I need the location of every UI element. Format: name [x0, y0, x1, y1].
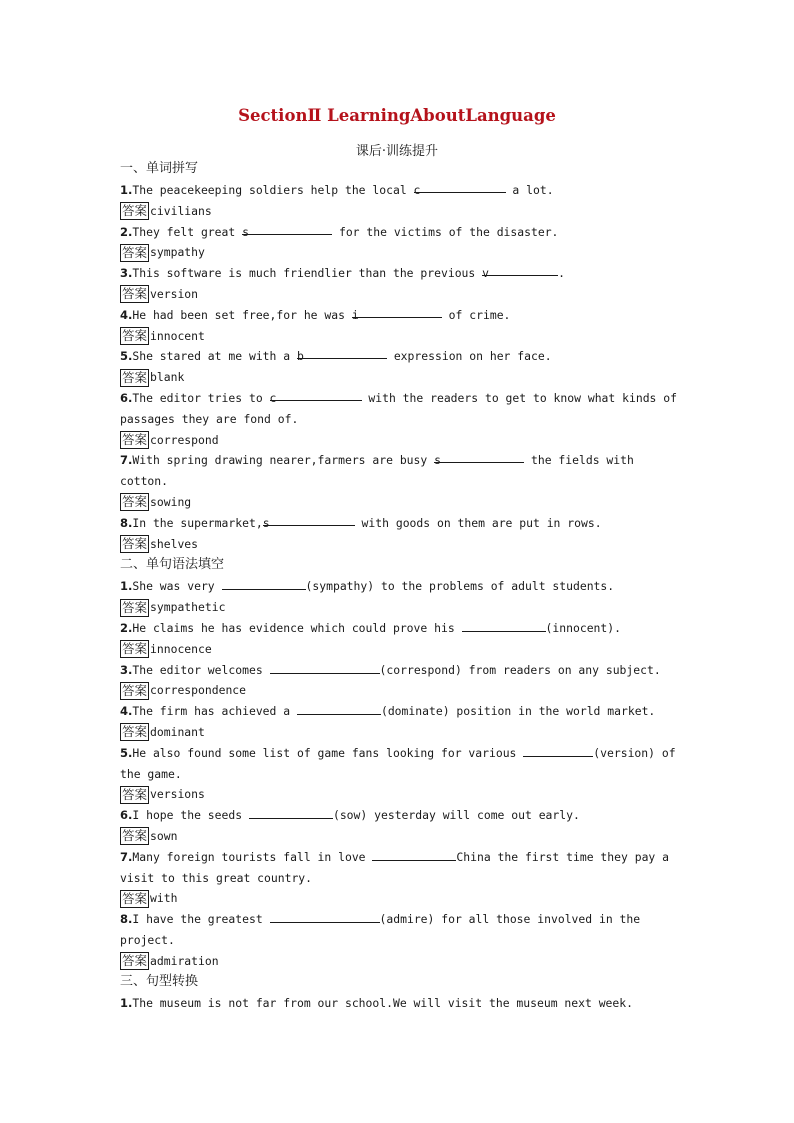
- answer-tag: 答案: [122, 682, 148, 698]
- answer-blank[interactable]: [462, 619, 546, 632]
- question-text-after: (correspond) from readers on any subject.: [379, 662, 661, 677]
- answer-line: [120, 888, 680, 909]
- question-text: He claims he has evidence which could prove his: [132, 620, 462, 635]
- answer-blank[interactable]: [270, 661, 380, 674]
- question-item: [120, 346, 680, 367]
- question-text-after: (sympathy) to the problems of adult students.: [305, 579, 615, 594]
- section-heading: 三、句型转换: [120, 974, 199, 990]
- question-text-after: (sow) yesterday will come out early.: [332, 808, 580, 823]
- question-item: [120, 618, 680, 639]
- question-text-after: .: [558, 266, 565, 281]
- answer-blank[interactable]: [523, 744, 593, 757]
- question-number: 7.: [120, 453, 133, 468]
- question-number: 6.: [120, 390, 133, 405]
- question-number: 1.: [120, 183, 133, 197]
- question-text-after: (admire) for all those involved in the project.: [120, 912, 641, 947]
- letter-hint: s: [242, 224, 249, 239]
- question-item: [120, 180, 680, 201]
- question-text: The editor tries to: [132, 390, 270, 405]
- answer-blank[interactable]: [222, 577, 306, 590]
- section-heading: 一、单词拼写: [120, 161, 199, 176]
- answer-blank[interactable]: [482, 263, 558, 281]
- answer-tag: 答案: [122, 953, 148, 969]
- question-item: [120, 743, 680, 785]
- question-text-after: (dominate) position in the world market.: [380, 704, 656, 719]
- question-text-after: with the readers to get to know what kinds of passages they are fond of.: [120, 390, 677, 426]
- section-heading: 二、单句语法填空: [120, 557, 225, 573]
- question-number: 2.: [120, 620, 133, 635]
- question-text: I have the greatest: [132, 912, 270, 927]
- question-item: [120, 909, 680, 951]
- answer-value: dominant: [150, 724, 205, 739]
- answer-line: [120, 284, 680, 305]
- answer-blank[interactable]: [242, 222, 332, 239]
- answer-value: sympathetic: [150, 600, 226, 615]
- question-text-after: China the first time they pay a visit to this great country.: [120, 849, 669, 885]
- answer-tag: 答案: [122, 890, 148, 906]
- answer-line: [120, 326, 680, 347]
- answer-line: [120, 534, 680, 555]
- letter-hint: c: [413, 183, 421, 197]
- answer-value: civilians: [150, 203, 212, 218]
- question-item: [120, 450, 680, 492]
- question-text: They felt great: [132, 224, 243, 239]
- answer-line: [120, 597, 680, 618]
- question-text-after: a lot.: [505, 183, 554, 197]
- question-text: The firm has achieved a: [132, 704, 297, 719]
- question-item: [120, 993, 680, 1014]
- answer-value: correspond: [150, 432, 219, 447]
- question-item: [120, 805, 680, 826]
- question-text: The peacekeeping soldiers help the local: [132, 183, 414, 197]
- page-title: SectionⅡ LearningAboutLanguage: [238, 106, 556, 125]
- answer-value: shelves: [150, 536, 199, 551]
- answer-line: [120, 492, 680, 513]
- question-text-after: expression on her face.: [386, 349, 552, 364]
- question-text: The editor welcomes: [132, 662, 270, 677]
- question-number: 7.: [120, 849, 133, 864]
- answer-value: sowing: [150, 494, 192, 509]
- answer-tag: 答案: [122, 286, 148, 302]
- letter-hint: s: [434, 453, 441, 468]
- answer-blank[interactable]: [270, 910, 380, 923]
- question-number: 6.: [120, 808, 133, 823]
- question-number: 1.: [120, 579, 133, 594]
- answer-tag: 答案: [122, 494, 148, 510]
- question-number: 8.: [120, 912, 133, 927]
- question-text: She was very: [132, 579, 222, 594]
- answer-value: correspondence: [150, 683, 247, 698]
- answer-blank[interactable]: [297, 702, 381, 715]
- answer-value: with: [150, 891, 178, 906]
- exercise-content: [120, 158, 680, 1014]
- question-text: The museum is not far from our school.We will visit the museum next week.: [132, 996, 633, 1011]
- answer-blank[interactable]: [296, 346, 387, 364]
- question-number: 5.: [120, 745, 133, 760]
- answer-tag: 答案: [122, 203, 148, 219]
- answer-tag: 答案: [122, 244, 148, 260]
- answer-line: [120, 367, 680, 388]
- question-item: [120, 222, 680, 243]
- question-item: [120, 660, 680, 681]
- question-item: [120, 305, 680, 326]
- answer-tag: 答案: [122, 599, 148, 615]
- question-number: 3.: [120, 266, 133, 281]
- question-item: [120, 847, 680, 889]
- question-number: 8.: [120, 515, 133, 530]
- answer-value: innocence: [150, 641, 212, 656]
- answer-value: sown: [150, 828, 178, 843]
- answer-line: [120, 826, 680, 847]
- question-text-after: the fields with cotton.: [120, 453, 634, 489]
- answer-line: [120, 951, 680, 972]
- answer-line: [120, 722, 680, 743]
- question-text: Many foreign tourists fall in love: [132, 849, 373, 864]
- question-number: 4.: [120, 704, 133, 719]
- question-text-after: with goods on them are put in rows.: [354, 515, 602, 530]
- answer-tag: 答案: [122, 327, 148, 343]
- answer-blank[interactable]: [269, 388, 362, 405]
- question-number: 4.: [120, 307, 133, 322]
- answer-tag: 答案: [122, 431, 148, 447]
- question-number: 2.: [120, 224, 133, 239]
- question-number: 3.: [120, 662, 133, 677]
- answer-tag: 答案: [122, 786, 148, 802]
- question-text: He also found some list of game fans looking for various: [132, 745, 524, 760]
- question-item: [120, 701, 680, 722]
- answer-line: [120, 201, 680, 222]
- answer-tag: 答案: [122, 535, 148, 551]
- question-number: 1.: [120, 996, 133, 1011]
- question-item: [120, 388, 680, 430]
- question-text-after: of crime.: [441, 307, 511, 322]
- question-text: She stared at me with a: [132, 349, 297, 364]
- answer-blank[interactable]: [351, 305, 442, 322]
- answer-line: [120, 680, 680, 701]
- question-item: [120, 576, 680, 597]
- page-subtitle: 课后·训练提升: [355, 144, 439, 159]
- question-text: In the supermarket,: [132, 515, 263, 530]
- answer-value: versions: [150, 787, 205, 802]
- letter-hint: v: [482, 266, 489, 281]
- question-text: I hope the seeds: [132, 808, 249, 823]
- answer-blank[interactable]: [372, 848, 456, 861]
- letter-hint: i: [351, 307, 359, 322]
- answer-blank[interactable]: [434, 450, 524, 468]
- answer-value: sympathy: [150, 245, 205, 260]
- answer-value: innocent: [150, 328, 205, 343]
- question-text: This software is much friendlier than the previous: [132, 266, 483, 281]
- question-item: [120, 513, 680, 534]
- question-text: With spring drawing nearer,farmers are busy: [132, 453, 435, 468]
- answer-value: admiration: [150, 953, 219, 968]
- letter-hint: b: [296, 349, 304, 364]
- question-text-after: for the victims of the disaster.: [332, 224, 559, 239]
- answer-line: [120, 784, 680, 805]
- answer-tag: 答案: [122, 369, 148, 385]
- answer-blank[interactable]: [413, 180, 506, 197]
- letter-hint: c: [269, 390, 277, 405]
- answer-tag: 答案: [122, 828, 148, 844]
- answer-line: [120, 639, 680, 660]
- question-item: [120, 263, 680, 284]
- question-text-after: (innocent).: [545, 620, 621, 635]
- answer-tag: 答案: [122, 641, 148, 657]
- answer-value: version: [150, 286, 199, 301]
- question-number: 5.: [120, 349, 133, 364]
- question-text: He had been set free,for he was: [132, 307, 352, 322]
- letter-hint: s: [262, 515, 270, 530]
- answer-blank[interactable]: [249, 806, 333, 819]
- answer-line: [120, 242, 680, 263]
- answer-line: [120, 430, 680, 451]
- answer-value: blank: [150, 370, 185, 385]
- answer-tag: 答案: [122, 724, 148, 740]
- answer-blank[interactable]: [262, 513, 355, 530]
- question-text-after: (version) of the game.: [120, 745, 676, 781]
